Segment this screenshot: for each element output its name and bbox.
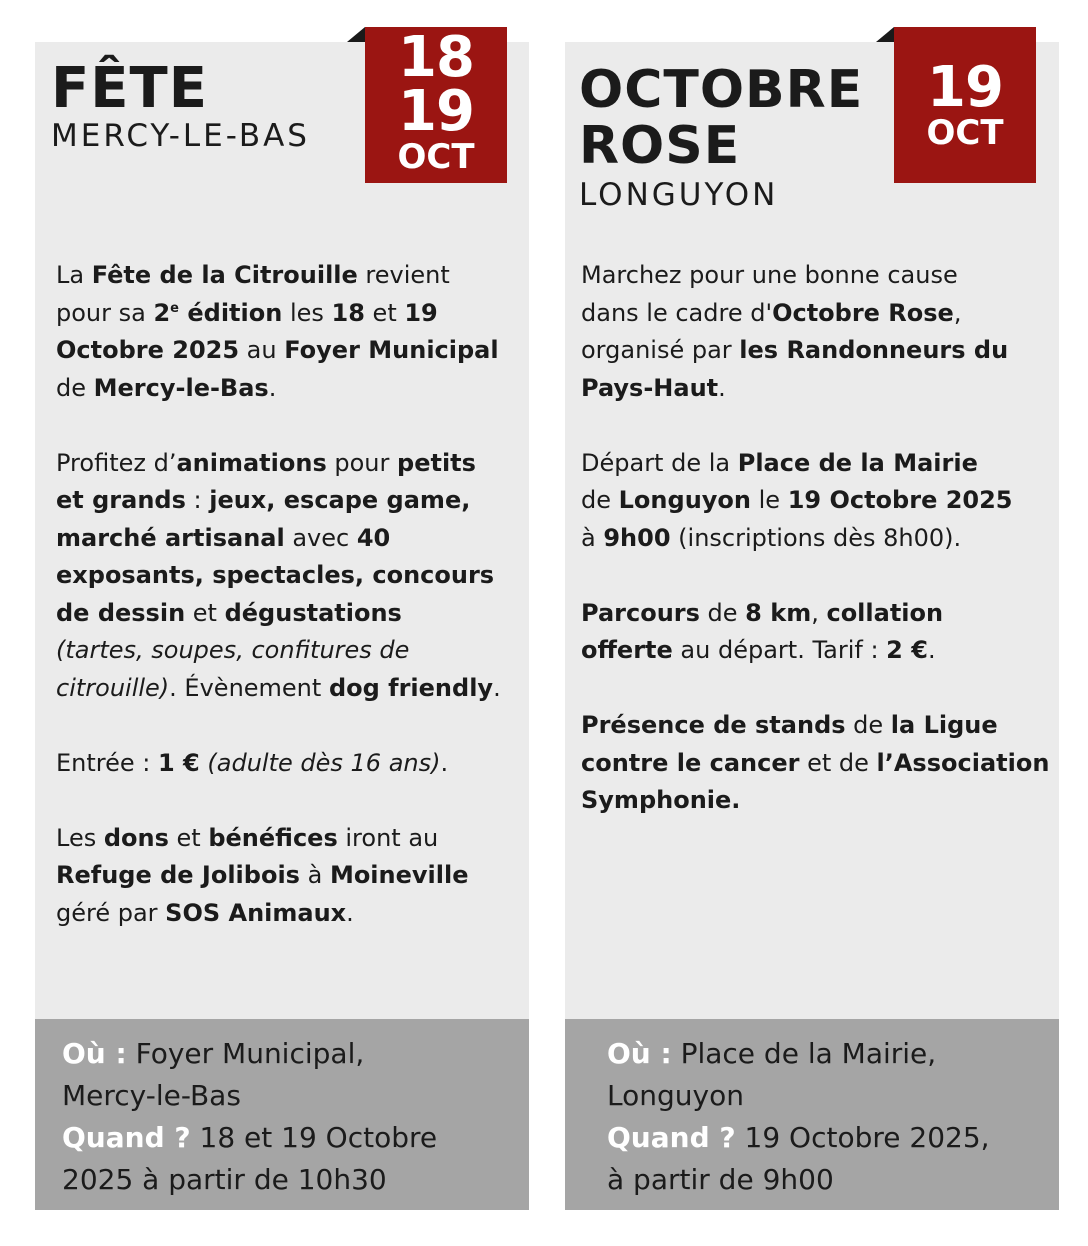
event-title [579,62,863,174]
event-location-subtitle: LONGUYON [579,177,779,213]
event-title-line-1: OCTOBRE [579,60,864,120]
where-line: Où : Place de la Mairie, [607,1037,937,1070]
event-description [56,257,516,970]
when-line: Quand ? 19 Octobre 2025, [607,1121,990,1154]
when-line-2: 2025 à partir de 10h30 [62,1163,387,1196]
when-line: Quand ? 18 et 19 Octobre [62,1121,438,1154]
description-paragraph: Les dons et bénéfices iront au Refuge de Jolibois à Moineville géré par SOS Animaux. [56,823,469,927]
where-line-2: Longuyon [607,1079,744,1112]
date-badge [365,27,507,183]
date-day-1: 18 [398,25,474,90]
event-description [581,257,1051,857]
event-info-footer [35,1019,529,1210]
event-card-fete [35,42,529,1210]
where-label: Où : [607,1037,672,1070]
description-paragraph: Profitez d’animations pour petits et grands : jeux, escape game, marché artisanal avec 40 exposants, spectacles, concours de dessin et dégustations (tartes, soupes, confitures de citrouille). Évènement dog friendly. [56,448,501,702]
when-label: Quand ? [62,1121,191,1154]
date-tab-fold [876,27,894,42]
event-info-footer [565,1019,1059,1210]
event-card-octobre-rose [565,42,1059,1210]
description-paragraph: Marchez pour une bonne cause dans le cadre d'Octobre Rose, organisé par les Randonneurs du Pays-Haut. [581,261,1009,402]
where-line: Où : Foyer Municipal, [62,1037,365,1070]
description-paragraph: Parcours de 8 km, collation offerte au départ. Tarif : 2 €. [581,598,944,664]
description-paragraph: La Fête de la Citrouille revient pour sa 2e édition les 18 et 19 Octobre 2025 au Foyer Municipal de Mercy-le-Bas. [56,261,499,402]
price-paragraph: Entrée : 1 € (adulte dès 16 ans). [56,748,449,777]
where-line-2: Mercy-le-Bas [62,1079,241,1112]
date-month: OCT [397,137,475,177]
date-month: OCT [926,113,1004,153]
when-line-2: à partir de 9h00 [607,1163,834,1196]
where-label: Où : [62,1037,127,1070]
date-day: 19 [927,55,1003,120]
description-paragraph: Départ de la Place de la Mairie de Longuyon le 19 Octobre 2025 à 9h00 (inscriptions dès 8h00). [581,448,1013,552]
event-location-subtitle: MERCY-LE-BAS [51,118,310,154]
event-title-line-2: ROSE [579,116,741,176]
date-tab-fold [347,27,365,42]
description-paragraph: Présence de stands de la Ligue contre le cancer et de l’Association Symphonie. [581,711,1050,814]
when-label: Quand ? [607,1121,736,1154]
date-badge [894,27,1036,183]
date-day-2: 19 [398,79,474,144]
event-title: FÊTE [51,56,208,121]
